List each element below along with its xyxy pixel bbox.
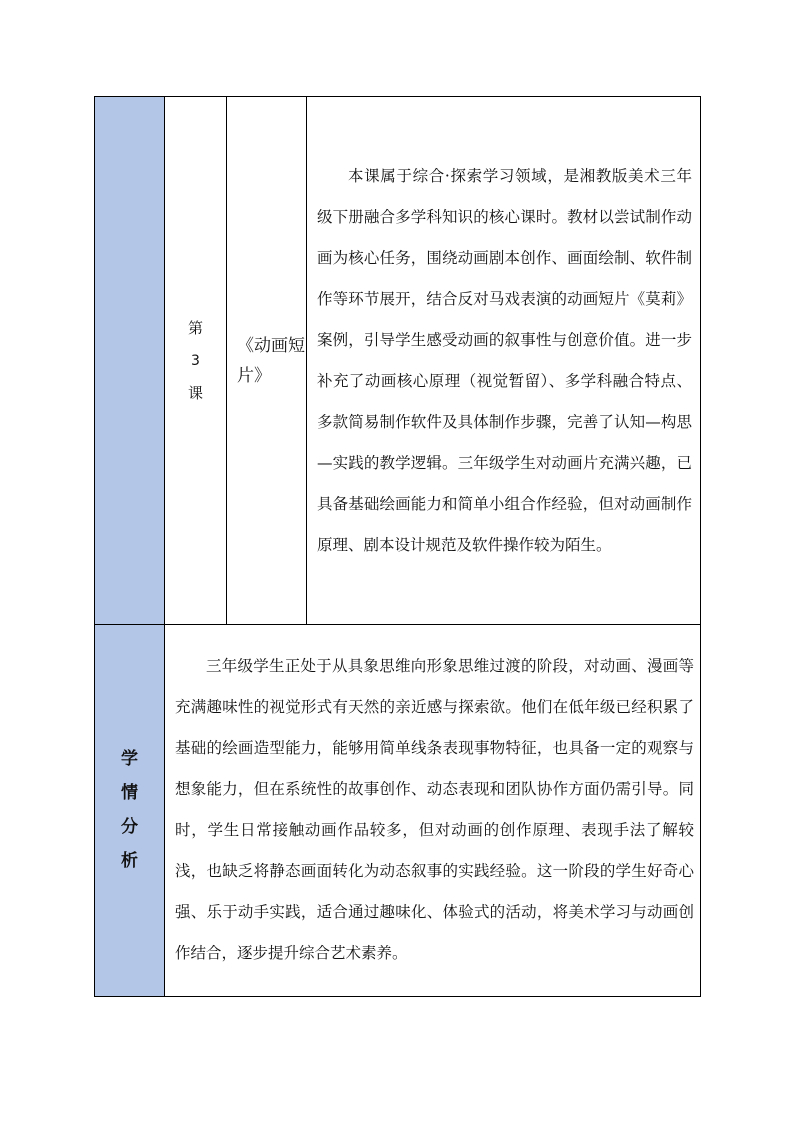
- analysis-heading-cell: [95, 625, 165, 997]
- lesson-char-3: 课: [187, 383, 203, 402]
- heading-char-4: 析: [121, 851, 138, 871]
- lesson-char-2: 3: [191, 352, 200, 369]
- lesson-plan-table: [94, 96, 701, 997]
- student-analysis-text: 三年级学生正处于从具象思维向形象思维过渡的阶段，对动画、漫画等充满趣味性的视觉形式有天然的亲近感与探索欲。他们在低年级已经积累了基础的绘画造型能力，能够用简单线条表现事物特征，也具备一定的观察与想象能力，但在系统性的故事创作、动态表现和团队协作方面仍需引导。同时，学生日常接触动画作品较多，但对动画的创作原理、表现手法了解较浅，也缺乏将静态画面转化为动态叙事的实践经验。这一阶段的学生好奇心强、乐于动手实践，适合通过趣味化、体验式的活动，将美术学习与动画创作结合，逐步提升综合艺术素养。: [165, 625, 701, 997]
- heading-char-3: 分: [121, 817, 138, 837]
- lesson-row: [95, 97, 701, 625]
- side-header-cell-empty: [95, 97, 165, 625]
- lesson-topic: 《动画短片》: [227, 97, 307, 625]
- lesson-description: 本课属于综合·探索学习领域，是湘教版美术三年级下册融合多学科知识的核心课时。教材以尝试制作动画为核心任务，围绕动画剧本创作、画面绘制、软件制作等环节展开，结合反对马戏表演的动画短片《莫莉》案例，引导学生感受动画的叙事性与创意价值。进一步补充了动画核心原理（视觉暂留）、多学科融合特点、多款简易制作软件及具体制作步骤，完善了认知—构思—实践的教学逻辑。三年级学生对动画片充满兴趣，已具备基础绘画能力和简单小组合作经验，但对动画制作原理、剧本设计规范及软件操作较为陌生。: [307, 97, 701, 625]
- heading-char-1: 学: [121, 749, 138, 769]
- lesson-number-cell: [165, 97, 227, 625]
- lesson-char-1: 第: [187, 318, 203, 337]
- analysis-row: [95, 625, 701, 997]
- heading-char-2: 情: [121, 783, 138, 803]
